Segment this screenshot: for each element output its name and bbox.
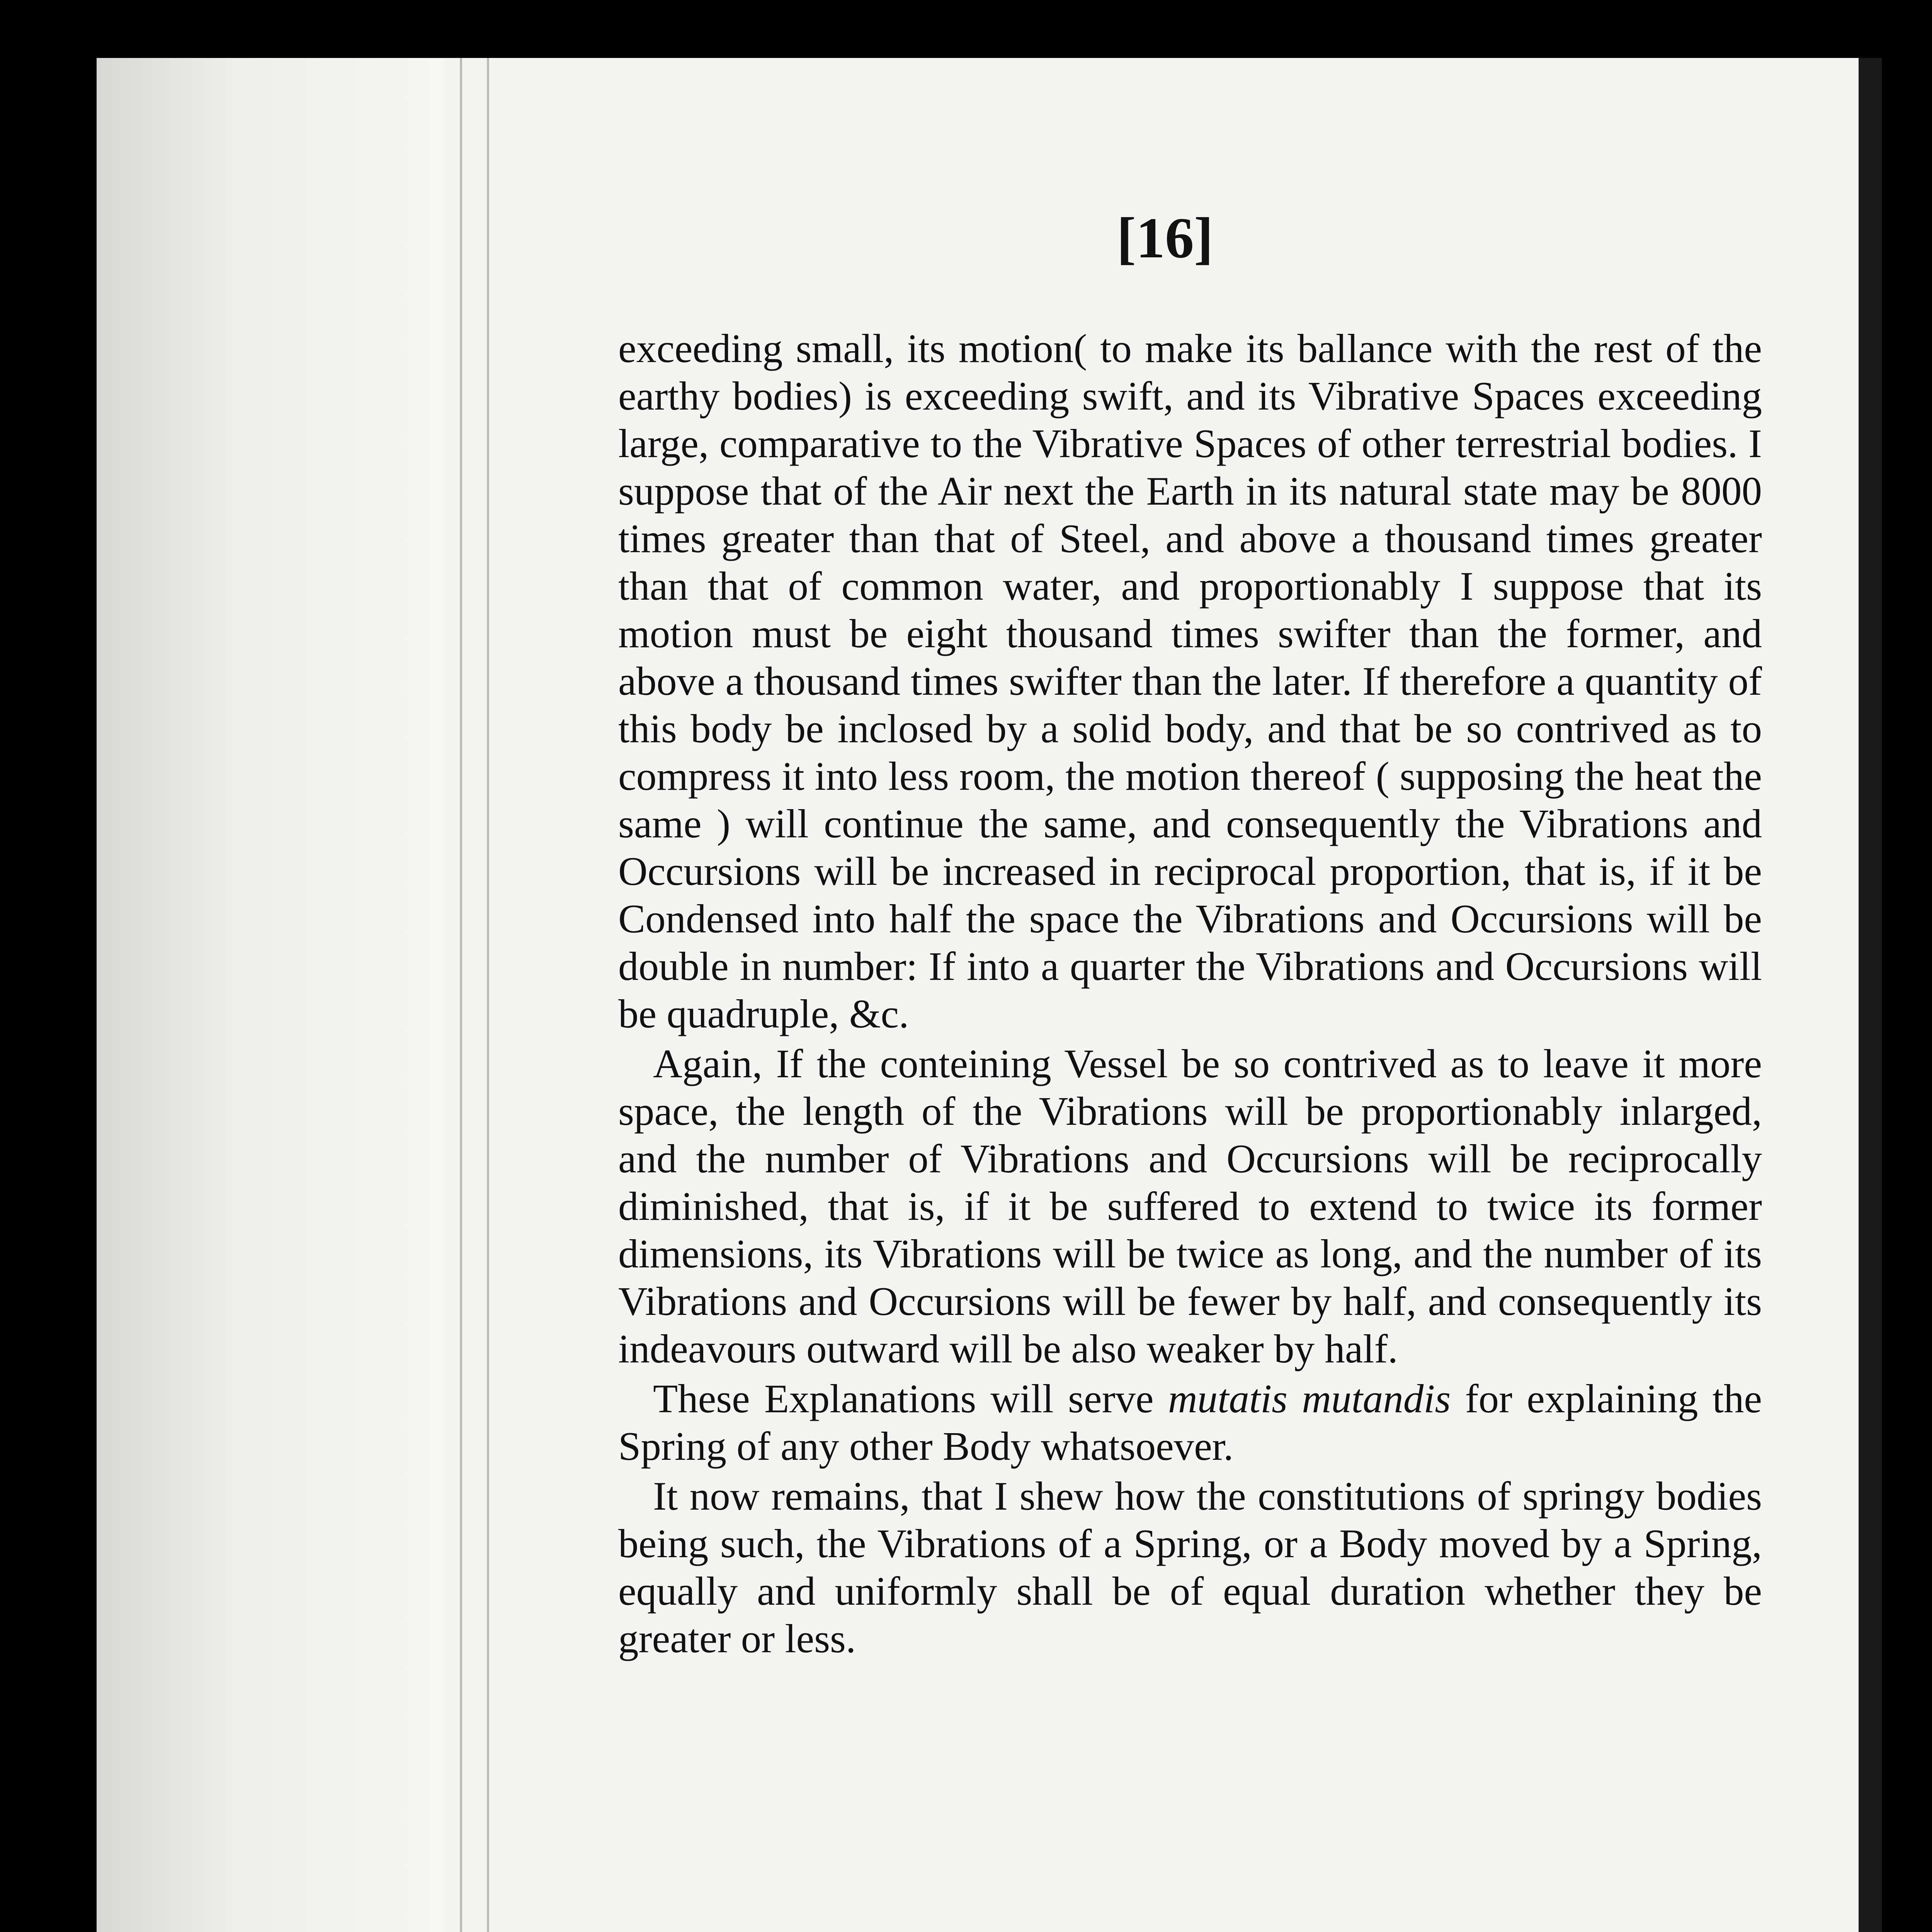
- book-page: [97, 58, 1882, 1932]
- gutter-line: [460, 58, 462, 1932]
- paragraph-3-start: These Explanations will serve: [653, 1376, 1168, 1421]
- paragraph-1: exceeding small, its motion( to make its ballance with the rest of the earthy bodies) is exceeding swift, and its Vibrative Spaces exceeding large, comparative to the Vibrative Spaces of other terrestrial bodies. I suppose that of the Air next the Earth in its natural state may be 8000 times greater than that of Steel, and above a thousand times greater than that of common water, and proportionably I suppose that its motion must be eight thousand times swifter than the former, and above a thousand times swifter than the later. If therefore a quantity of this body be inclosed by a solid body, and that be so contrived as to compress it into less room, the motion thereof ( supposing the heat the same ) will continue the same, and consequently the Vibrations and Occursions will be increased in reciprocal proportion, that is, if it be Condensed into half the space the Vibrations and Occursions will be double in number: If into a quarter the Vibrations and Occursions will be quadruple, &c.: [618, 326, 1762, 1036]
- latin-phrase: mutatis mutandis: [1168, 1376, 1451, 1421]
- body-text: [618, 325, 1762, 1665]
- facing-page-edge: [1859, 58, 1882, 1932]
- page-number: [16]: [1117, 206, 1213, 270]
- paragraph-3-end: for explaining the Spring of any other Body whatsoever.: [618, 1376, 1762, 1469]
- paragraph-2: Again, If the conteining Vessel be so contrived as to leave it more space, the length of the Vibrations will be proportionably inlarged, and the number of Vibrations and Occursions will be reciprocally diminished, that is, if it be suffered to extend to twice its former dimensions, its Vibrations will be twice as long, and the number of its Vibrations and Occursions will be fewer by half, and consequently its indeavours outward will be also weaker by half.: [618, 1041, 1762, 1371]
- gutter-line: [487, 58, 489, 1932]
- paragraph-3: [618, 1375, 1762, 1470]
- page-gutter: [97, 58, 444, 1932]
- paragraph-4: It now remains, that I shew how the constitutions of springy bodies being such, the Vibrations of a Spring, or a Body moved by a Spring, equally and uniformly shall be of equal duration whether they be greater or less.: [618, 1473, 1762, 1661]
